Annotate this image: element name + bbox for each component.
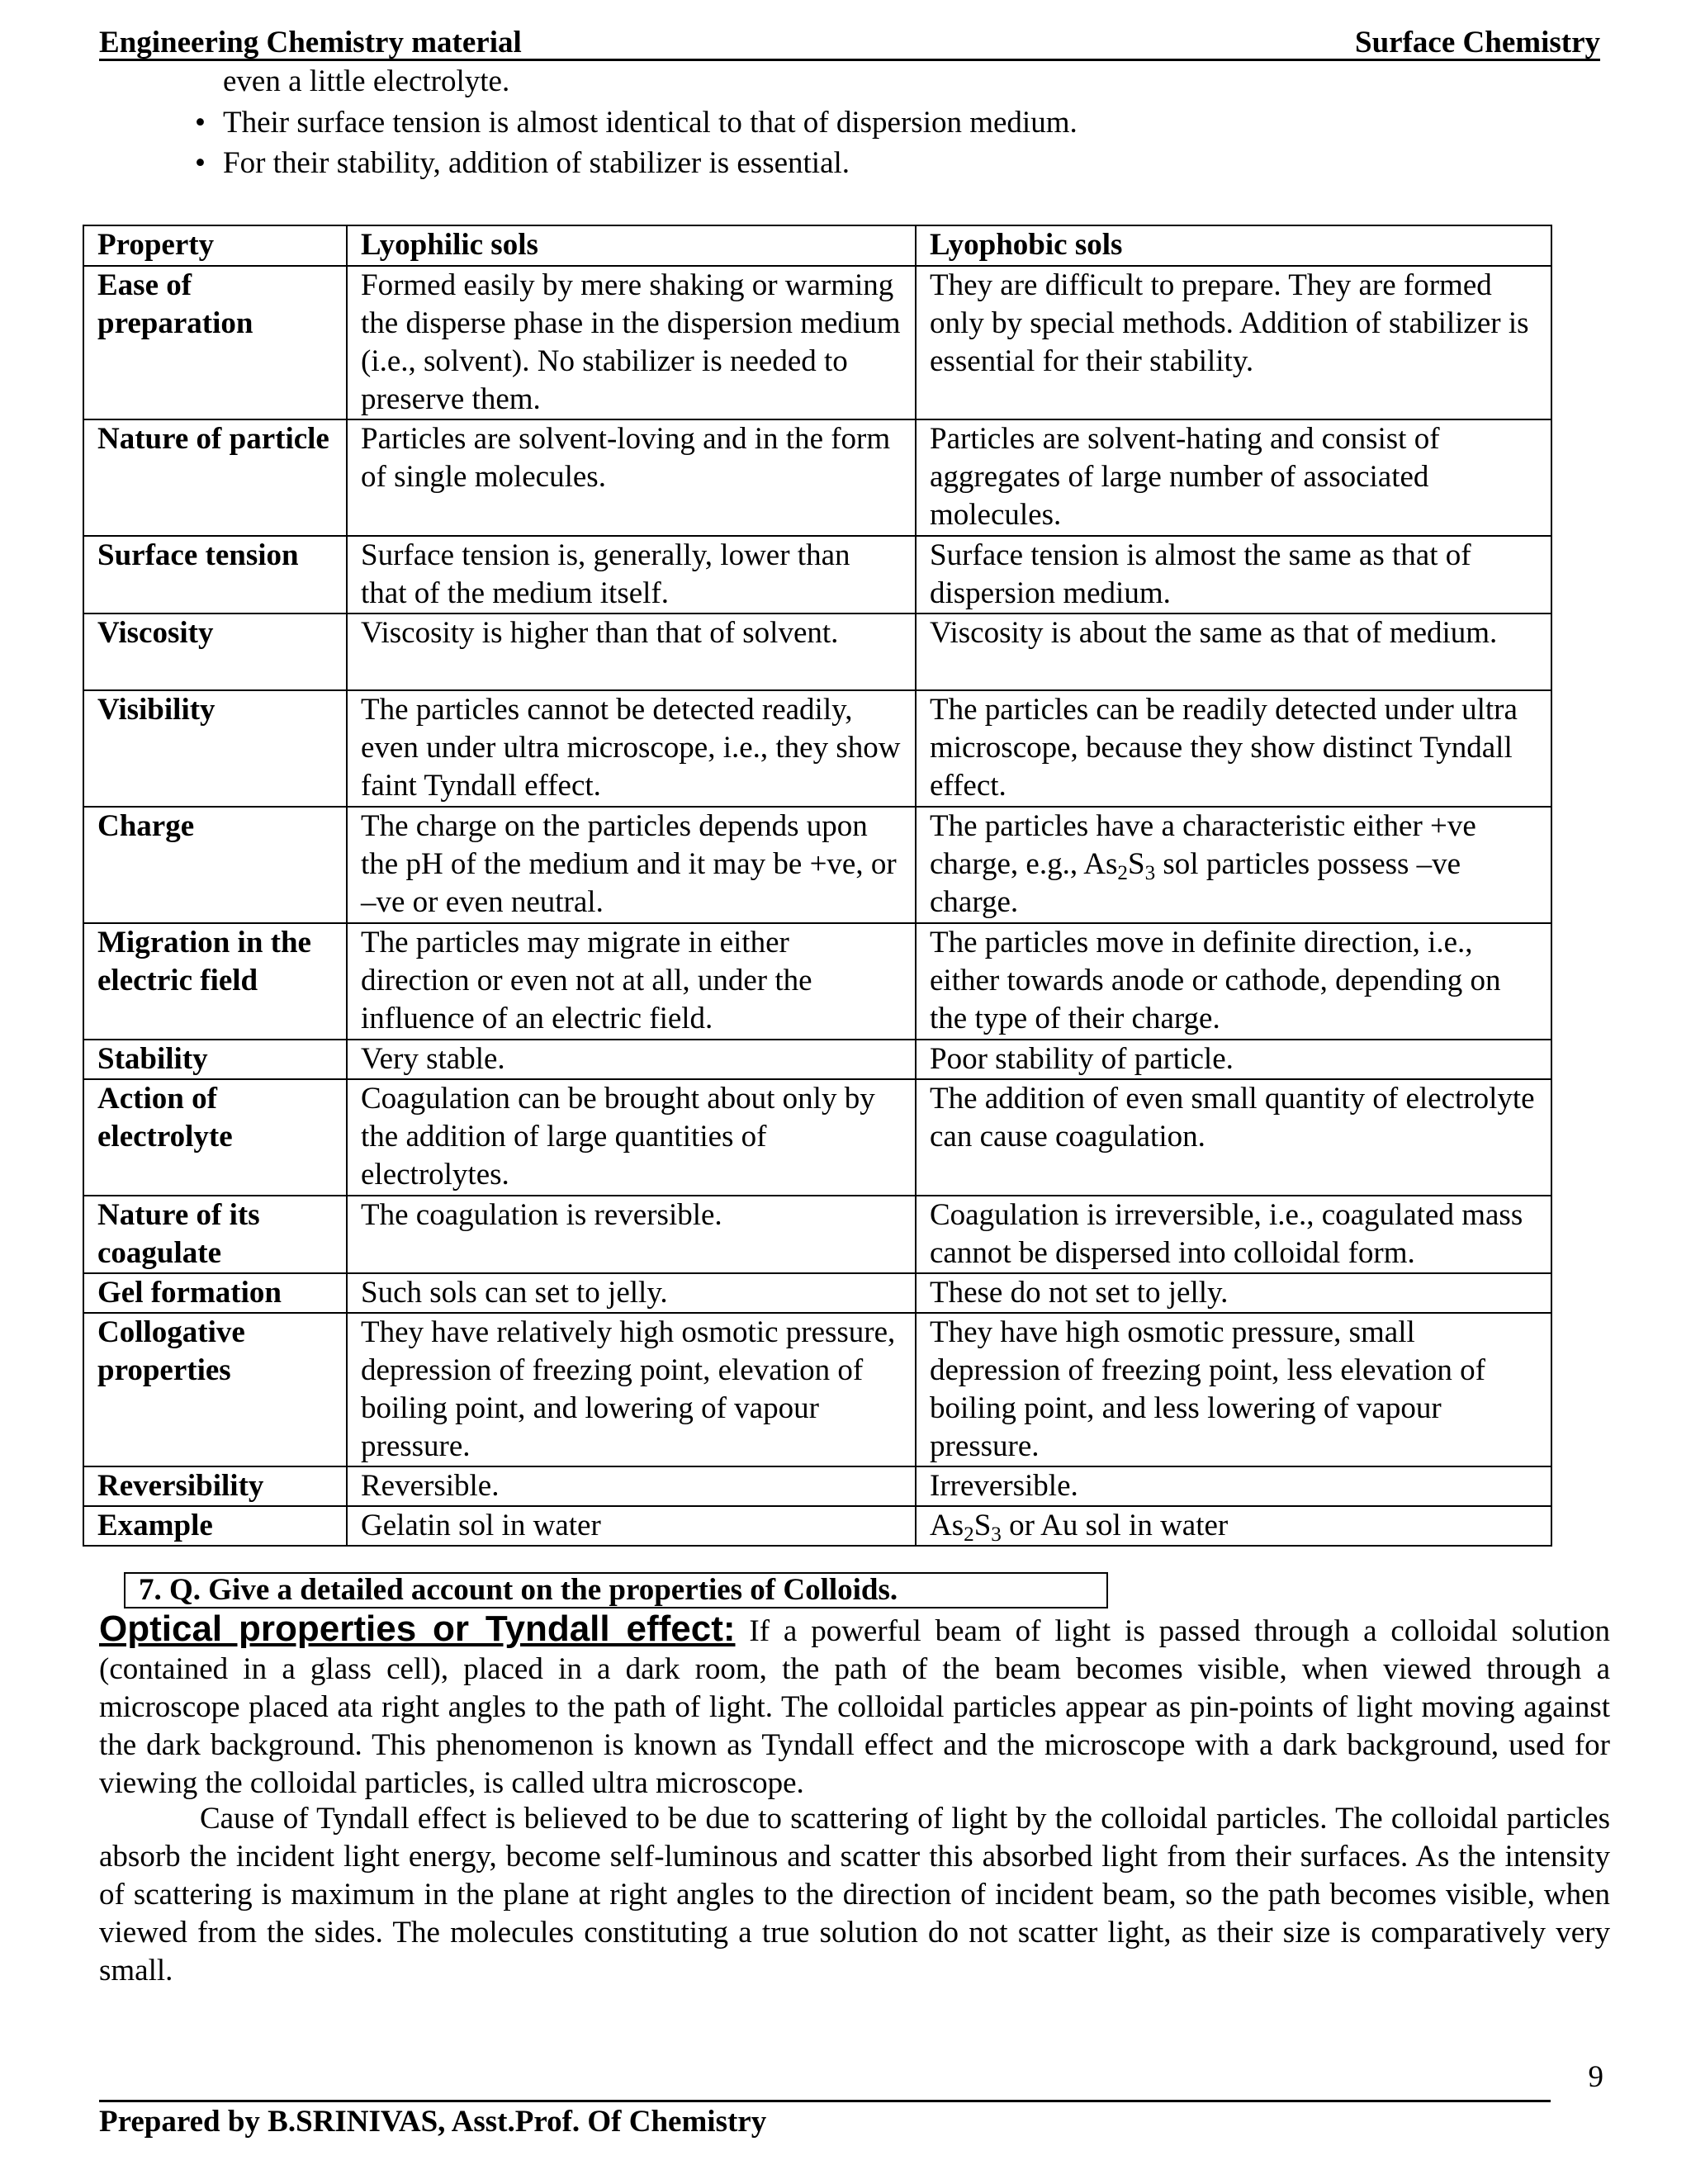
continuation-text: even a little electrolyte. [223,64,510,98]
table-row [83,690,1551,807]
tyndall-cause-paragraph: Cause of Tyndall effect is believed to be due to scattering of light by the colloidal particles. The colloidal particles absorb the incident light energy, become self-luminous and scatter this absorbed light from their surfaces. As the intensity of scattering is maximum in the plane at right angles to the direction of incident beam, so the path becomes visible, when viewed from the sides. The molecules constituting a true solution do not scatter light, as their size is comparatively very small. [99,1802,1610,1987]
property-cell: Example [83,1506,347,1546]
footer-rule [99,2100,1551,2102]
lyophobic-cell: Particles are solvent-hating and consist of aggregates of large number of associated molecules. [916,419,1551,536]
property-cell: Nature of particle [83,419,347,536]
header-section: Surface Chemistry [1355,26,1600,59]
section-title: Optical properties or Tyndall effect: [99,1608,736,1649]
bullet-item: • For their stability, addition of stabilizer is essential. [190,143,1078,183]
table-row [83,419,1551,536]
bullet-list [190,102,1078,183]
lyophilic-cell: The particles may migrate in either direction or even not at all, under the influence of an electric field. [347,923,916,1040]
lyophobic-cell: Poor stability of particle. [916,1040,1551,1079]
lyophilic-cell: Very stable. [347,1040,916,1079]
table-row [83,807,1551,923]
property-cell: Charge [83,807,347,923]
lyophobic-cell: Surface tension is almost the same as that of dispersion medium. [916,536,1551,614]
lyophobic-cell: The addition of even small quantity of electrolyte can cause coagulation. [916,1079,1551,1196]
cell-text: S [973,1509,992,1542]
lyophilic-cell: Particles are solvent-loving and in the form of single molecules. [347,419,916,536]
cell-text: As [930,1509,964,1542]
question-box: 7. Q. Give a detailed account on the properties of Colloids. [124,1572,1108,1608]
lyophobic-cell [916,807,1551,923]
table-row [83,1313,1551,1466]
property-cell: Action of electrolyte [83,1079,347,1196]
property-cell: Gel formation [83,1273,347,1313]
page-number: 9 [1588,2060,1603,2094]
lyophobic-cell: They have high osmotic pressure, small depression of freezing point, less elevation of boiling point, and less lowering of vapour pressure. [916,1313,1551,1466]
table-row [83,1079,1551,1196]
lyophilic-cell: Formed easily by mere shaking or warming the disperse phase in the dispersion medium (i.e., solvent). No stabilizer is needed to preserve them. [347,266,916,419]
lyophilic-cell: Coagulation can be brought about only by the addition of large quantities of electrolytes. [347,1079,916,1196]
property-cell: Ease of preparation [83,266,347,419]
lyophilic-cell: Viscosity is higher than that of solvent. [347,614,916,690]
lyophobic-cell: They are difficult to prepare. They are formed only by special methods. Addition of stabilizer is essential for their stability. [916,266,1551,419]
cell-text: sol particles possess –ve charge. [930,847,1461,919]
column-header: Property [83,225,347,266]
table-header-row [83,225,1551,266]
property-cell: Viscosity [83,614,347,690]
property-cell: Surface tension [83,536,347,614]
header-rule [99,59,1600,61]
lyophobic-cell [916,1506,1551,1546]
table-row [83,1466,1551,1506]
lyophobic-cell: The particles move in definite direction, i.e., either towards anode or cathode, depending on the type of their charge. [916,923,1551,1040]
bullet-item: • Their surface tension is almost identical to that of dispersion medium. [190,102,1078,143]
lyophilic-cell: Surface tension is, generally, lower than that of the medium itself. [347,536,916,614]
property-cell: Visibility [83,690,347,807]
table-row [83,536,1551,614]
cell-text: The particles have a characteristic either +ve charge, e.g., As [930,809,1476,881]
subscript: 2 [1117,862,1128,885]
lyophilic-cell: Gelatin sol in water [347,1506,916,1546]
property-cell: Collogative properties [83,1313,347,1466]
table-row [83,1196,1551,1273]
table-row [83,614,1551,690]
lyophobic-cell: Coagulation is irreversible, i.e., coagulated mass cannot be dispersed into colloidal form. [916,1196,1551,1273]
lyophilic-cell: The particles cannot be detected readily, even under ultra microscope, i.e., they show faint Tyndall effect. [347,690,916,807]
column-header: Lyophilic sols [347,225,916,266]
property-cell: Nature of its coagulate [83,1196,347,1273]
lyophobic-cell: Viscosity is about the same as that of medium. [916,614,1551,690]
lyophilic-cell: The charge on the particles depends upon the pH of the medium and it may be +ve, or –ve or even neutral. [347,807,916,923]
table-row [83,923,1551,1040]
subscript: 3 [991,1523,1002,1547]
comparison-table [83,225,1552,1547]
table-row [83,1273,1551,1313]
table-row [83,1040,1551,1079]
property-cell: Stability [83,1040,347,1079]
lyophilic-cell: Reversible. [347,1466,916,1506]
cell-text: S [1128,847,1145,881]
property-cell: Reversibility [83,1466,347,1506]
lyophilic-cell: The coagulation is reversible. [347,1196,916,1273]
table-row [83,1506,1551,1546]
cell-text: or Au sol in water [1001,1509,1229,1542]
lyophobic-cell: These do not set to jelly. [916,1273,1551,1313]
paragraph-text: If a powerful beam of light is passed through a colloidal solution (contained in a glass cell), placed in a dark room, the path of the beam becomes visible, when viewed through a microscope placed ata right angles to the path of light. The colloidal particles appear as pin-points of light moving against the dark background. This phenomenon is known as Tyndall effect and the microscope with a dark background, used for viewing the colloidal particles, is called ultra microscope. [99,1614,1610,1800]
lyophobic-cell: The particles can be readily detected under ultra microscope, because they show distinct Tyndall effect. [916,690,1551,807]
lyophobic-cell: Irreversible. [916,1466,1551,1506]
column-header: Lyophobic sols [916,225,1551,266]
lyophilic-cell: Such sols can set to jelly. [347,1273,916,1313]
subscript: 2 [964,1523,974,1547]
header-title: Engineering Chemistry material [99,26,522,59]
lyophilic-cell: They have relatively high osmotic pressure, depression of freezing point, elevation of boiling point, and lowering of vapour pressure. [347,1313,916,1466]
table-row [83,266,1551,419]
property-cell: Migration in the electric field [83,923,347,1040]
subscript: 3 [1144,862,1156,885]
tyndall-paragraph [99,1610,1610,1803]
footer-credit: Prepared by B.SRINIVAS, Asst.Prof. Of Chemistry [99,2105,767,2139]
